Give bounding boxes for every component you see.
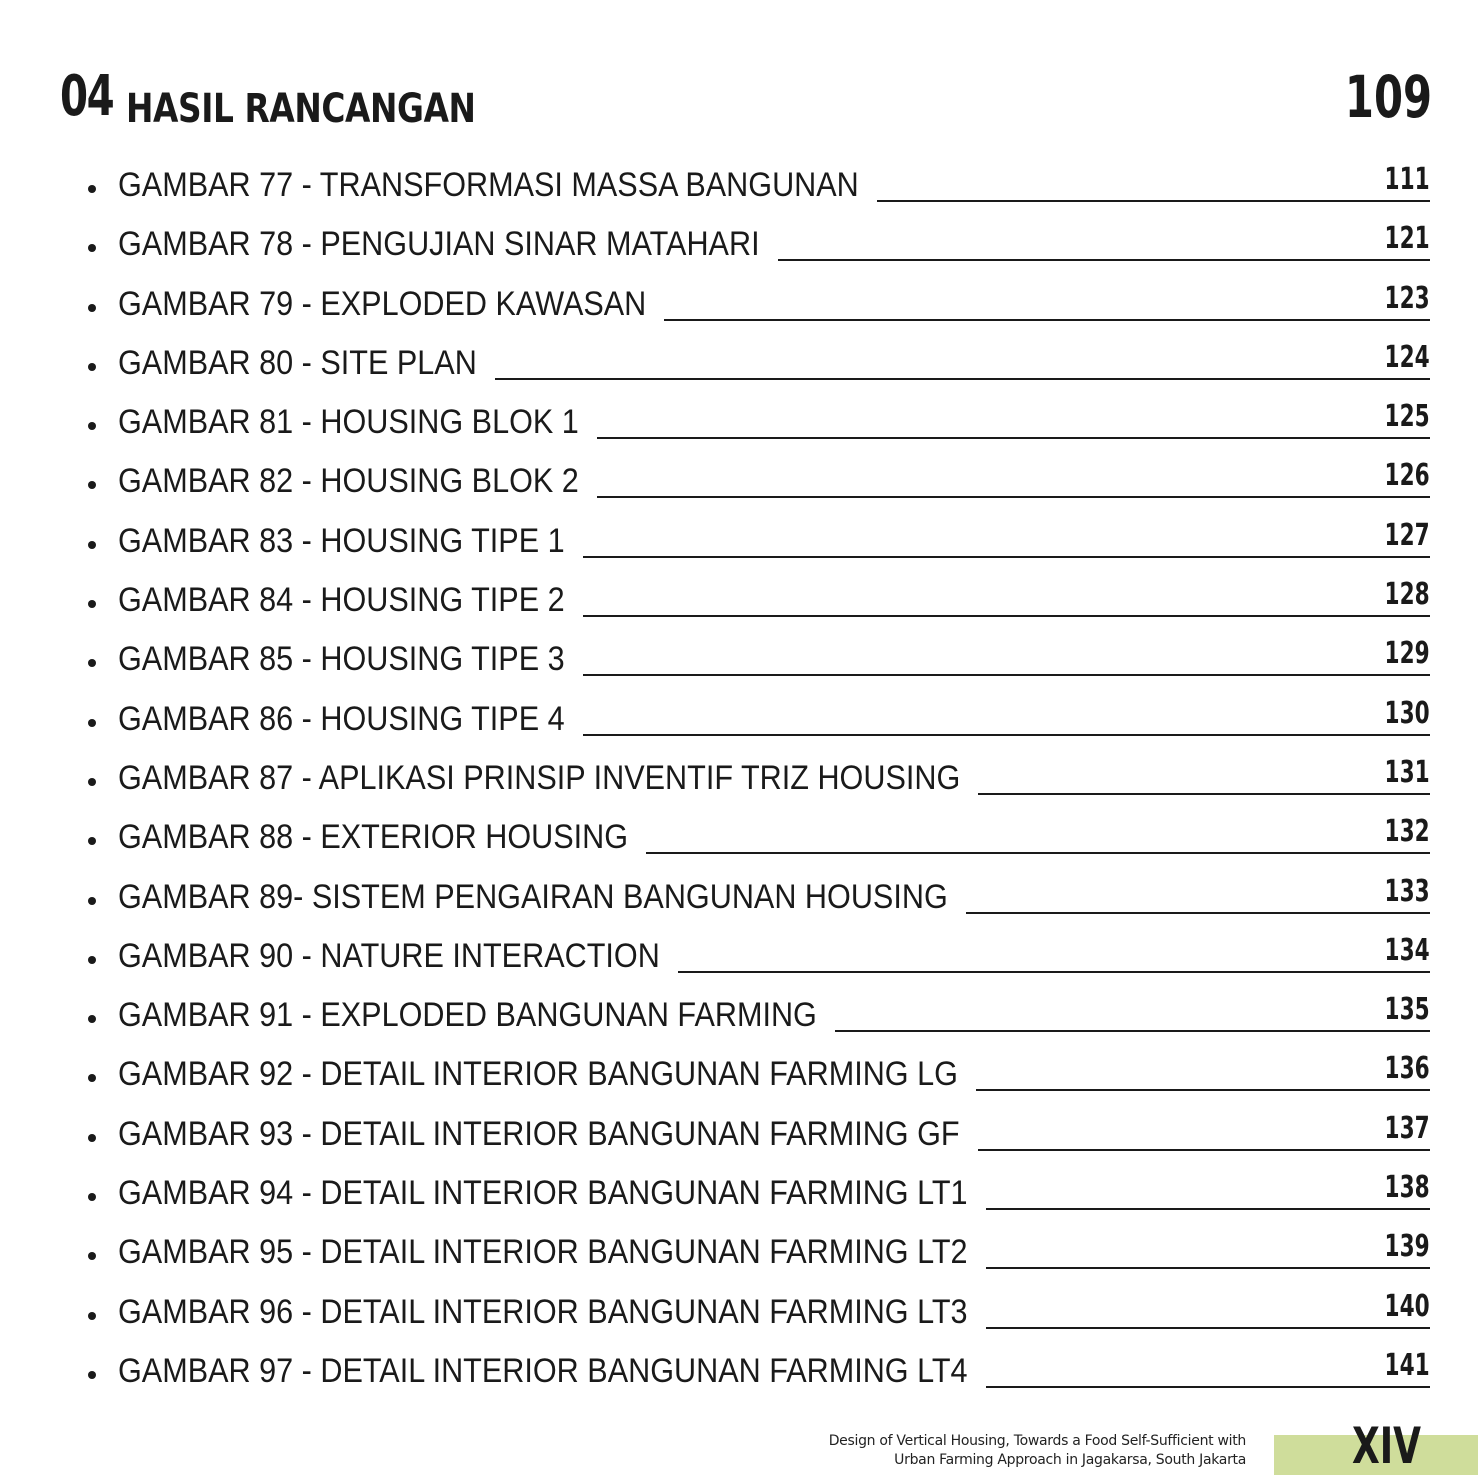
list-item[interactable] (0, 512, 1478, 571)
entry-label: GAMBAR 78 - PENGUJIAN SINAR MATAHARI (118, 225, 760, 264)
list-item[interactable] (0, 1342, 1478, 1401)
page-number: XIV (1352, 1417, 1422, 1475)
leader-line (664, 319, 1430, 321)
bullet-icon (88, 422, 96, 430)
footer-line-1: Design of Vertical Housing, Towards a Food Self-Sufficient with (828, 1433, 1246, 1449)
list-item[interactable] (0, 452, 1478, 511)
bullet-icon (88, 778, 96, 786)
leader-line (835, 1030, 1430, 1032)
list-item[interactable] (0, 1223, 1478, 1282)
bullet-icon (88, 1312, 96, 1320)
entry-page-number: 139 (1384, 1229, 1430, 1265)
bullet-icon (88, 1252, 96, 1260)
list-item[interactable] (0, 1164, 1478, 1223)
entry-page-number: 127 (1384, 517, 1430, 553)
footer-caption (829, 1432, 1246, 1470)
leader-line (986, 1327, 1430, 1329)
entry-label: GAMBAR 93 - DETAIL INTERIOR BANGUNAN FARMING GF (118, 1114, 960, 1153)
entry-label: GAMBAR 91 - EXPLODED BANGUNAN FARMING (118, 996, 817, 1035)
entry-label: GAMBAR 82 - HOUSING BLOK 2 (118, 462, 579, 501)
bullet-icon (88, 1134, 96, 1142)
list-item[interactable] (0, 986, 1478, 1045)
leader-line (583, 674, 1430, 676)
bullet-icon (88, 185, 96, 193)
leader-line (597, 437, 1430, 439)
list-item[interactable] (0, 571, 1478, 630)
leader-line (986, 1386, 1430, 1388)
entry-label: GAMBAR 96 - DETAIL INTERIOR BANGUNAN FARMING LT3 (118, 1292, 968, 1331)
entry-label: GAMBAR 90 - NATURE INTERACTION (118, 936, 660, 975)
entry-label: GAMBAR 77 - TRANSFORMASI MASSA BANGUNAN (118, 166, 859, 204)
bullet-icon (88, 956, 96, 964)
entry-page-number: 121 (1384, 221, 1430, 257)
list-item[interactable] (0, 334, 1478, 393)
list-item[interactable] (0, 749, 1478, 808)
entry-label: GAMBAR 95 - DETAIL INTERIOR BANGUNAN FARMING LT2 (118, 1233, 968, 1272)
leader-line (966, 912, 1430, 914)
entry-page-number: 131 (1384, 754, 1430, 790)
footer-line-2: Urban Farming Approach in Jagakarsa, South Jakarta (894, 1452, 1246, 1468)
entry-label: GAMBAR 81 - HOUSING BLOK 1 (118, 403, 579, 442)
bullet-icon (88, 1015, 96, 1023)
bullet-icon (88, 304, 96, 312)
entry-page-number: 111 (1384, 162, 1430, 197)
entry-label: GAMBAR 85 - HOUSING TIPE 3 (118, 640, 565, 679)
entry-label: GAMBAR 83 - HOUSING TIPE 1 (118, 521, 565, 560)
entry-page-number: 133 (1384, 873, 1430, 909)
bullet-icon (88, 719, 96, 727)
chapter-page-number[interactable]: 109 (1344, 63, 1432, 131)
chapter-number: 04 (60, 64, 114, 129)
entry-label: GAMBAR 86 - HOUSING TIPE 4 (118, 699, 565, 738)
bullet-icon (88, 1074, 96, 1082)
entry-page-number: 130 (1384, 695, 1430, 731)
leader-line (978, 793, 1430, 795)
bullet-icon (88, 481, 96, 489)
list-item[interactable] (0, 1045, 1478, 1104)
entry-label: GAMBAR 89- SISTEM PENGAIRAN BANGUNAN HOUSING (118, 877, 948, 916)
entry-label: GAMBAR 87 - APLIKASI PRINSIP INVENTIF TRIZ HOUSING (118, 758, 961, 797)
entry-page-number: 126 (1384, 458, 1430, 494)
bullet-icon (88, 659, 96, 667)
entry-page-number: 123 (1384, 280, 1430, 316)
bullet-icon (88, 541, 96, 549)
bullet-icon (88, 1193, 96, 1201)
list-item[interactable] (0, 1283, 1478, 1342)
entry-page-number: 124 (1384, 339, 1430, 375)
leader-line (646, 852, 1430, 854)
entry-label: GAMBAR 79 - EXPLODED KAWASAN (118, 284, 647, 323)
bullet-icon (88, 244, 96, 252)
leader-line (583, 734, 1430, 736)
entry-label: GAMBAR 97 - DETAIL INTERIOR BANGUNAN FARMING LT4 (118, 1351, 968, 1390)
leader-line (583, 556, 1430, 558)
bullet-icon (88, 837, 96, 845)
leader-line (583, 615, 1430, 617)
leader-line (678, 971, 1430, 973)
entry-page-number: 129 (1384, 636, 1430, 672)
list-item[interactable] (0, 215, 1478, 274)
list-item[interactable] (0, 690, 1478, 749)
leader-line (986, 1208, 1430, 1210)
entry-label: GAMBAR 80 - SITE PLAN (118, 343, 477, 382)
leader-line (877, 200, 1430, 202)
list-item[interactable] (0, 275, 1478, 334)
leader-line (978, 1149, 1430, 1151)
bullet-icon (88, 897, 96, 905)
list-item[interactable] (0, 630, 1478, 689)
entry-page-number: 135 (1384, 992, 1430, 1028)
chapter-title: HASIL RANCANGAN (126, 86, 476, 132)
entry-page-number: 136 (1384, 1051, 1430, 1087)
entry-page-number: 138 (1384, 1170, 1430, 1206)
list-item[interactable] (0, 927, 1478, 986)
entry-page-number: 137 (1384, 1110, 1430, 1146)
entry-page-number: 141 (1384, 1347, 1430, 1383)
entry-page-number: 134 (1384, 932, 1430, 968)
entry-page-number: 140 (1384, 1288, 1430, 1324)
entry-page-number: 128 (1384, 577, 1430, 613)
entry-page-number: 132 (1384, 814, 1430, 850)
list-item[interactable] (0, 1105, 1478, 1164)
leader-line (986, 1267, 1430, 1269)
entry-label: GAMBAR 84 - HOUSING TIPE 2 (118, 581, 565, 620)
leader-line (976, 1089, 1430, 1091)
entry-label: GAMBAR 94 - DETAIL INTERIOR BANGUNAN FARMING LT1 (118, 1174, 968, 1213)
list-item[interactable] (0, 393, 1478, 452)
list-item[interactable] (0, 868, 1478, 927)
bullet-icon (88, 1371, 96, 1379)
entry-label: GAMBAR 92 - DETAIL INTERIOR BANGUNAN FARMING LG (118, 1055, 958, 1094)
leader-line (495, 378, 1430, 380)
entry-label: GAMBAR 88 - EXTERIOR HOUSING (118, 818, 629, 857)
bullet-icon (88, 600, 96, 608)
leader-line (597, 496, 1430, 498)
chapter-header (60, 62, 1432, 142)
entry-page-number: 125 (1384, 399, 1430, 435)
bullet-icon (88, 363, 96, 371)
figure-list (0, 156, 1478, 1401)
list-item[interactable] (0, 808, 1478, 867)
leader-line (778, 259, 1430, 261)
list-item[interactable] (0, 156, 1478, 215)
